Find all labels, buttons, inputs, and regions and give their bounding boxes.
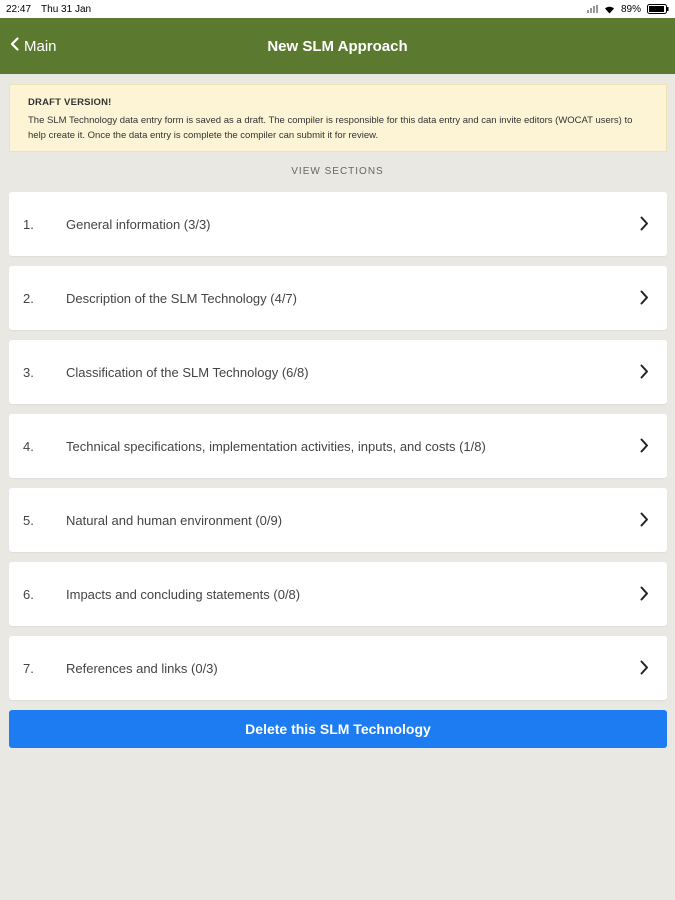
section-item-description[interactable] <box>9 266 667 330</box>
signal-icon <box>587 5 598 13</box>
chevron-right-icon <box>640 364 649 384</box>
draft-notice-text: The SLM Technology data entry form is saved as a draft. The compiler is responsible for this data entry and can invite editors (WOCAT users) to help create it. Once the data entry is complete the compiler can submit it for review. <box>28 115 633 141</box>
draft-notice-title: DRAFT VERSION! <box>28 97 112 108</box>
chevron-right-icon <box>640 586 649 606</box>
delete-technology-button[interactable]: Delete this SLM Technology <box>9 710 667 748</box>
section-label: References and links (0/3) <box>66 660 218 676</box>
section-item-classification[interactable] <box>9 340 667 404</box>
section-number: 3. <box>23 364 34 380</box>
status-time: 22:47 <box>6 3 32 15</box>
page-title: New SLM Approach <box>267 37 408 55</box>
chevron-right-icon <box>640 216 649 236</box>
chevron-right-icon <box>640 290 649 310</box>
section-label: General information (3/3) <box>66 216 211 232</box>
back-button[interactable] <box>10 18 57 74</box>
chevron-right-icon <box>640 438 649 458</box>
wifi-icon <box>604 5 615 14</box>
section-item-technical-specifications[interactable] <box>9 414 667 478</box>
section-number: 5. <box>23 512 34 528</box>
section-label: Natural and human environment (0/9) <box>66 512 283 528</box>
section-item-impacts[interactable] <box>9 562 667 626</box>
section-item-references[interactable] <box>9 636 667 700</box>
section-number: 6. <box>23 586 34 602</box>
chevron-right-icon <box>640 660 649 680</box>
status-date: Thu 31 Jan <box>41 3 92 15</box>
section-number: 7. <box>23 660 34 676</box>
status-bar <box>0 0 675 18</box>
view-sections-heading: VIEW SECTIONS <box>291 166 384 177</box>
section-number: 4. <box>23 438 34 454</box>
chevron-left-icon <box>10 37 19 55</box>
section-item-natural-human-environment[interactable] <box>9 488 667 552</box>
back-button-label: Main <box>24 37 57 55</box>
section-number: 1. <box>23 216 34 232</box>
section-label: Technical specifications, implementation activities, inputs, and costs (1/8) <box>66 438 486 454</box>
chevron-right-icon <box>640 512 649 532</box>
section-label: Impacts and concluding statements (0/8) <box>66 586 301 602</box>
navigation-bar <box>0 18 675 74</box>
status-right <box>587 4 669 15</box>
section-item-general-information[interactable] <box>9 192 667 256</box>
battery-percentage: 89% <box>620 3 641 15</box>
section-label: Description of the SLM Technology (4/7) <box>66 290 297 306</box>
section-number: 2. <box>23 290 34 306</box>
draft-notice <box>9 84 667 152</box>
section-label: Classification of the SLM Technology (6/8) <box>66 364 309 380</box>
battery-icon <box>647 4 669 14</box>
